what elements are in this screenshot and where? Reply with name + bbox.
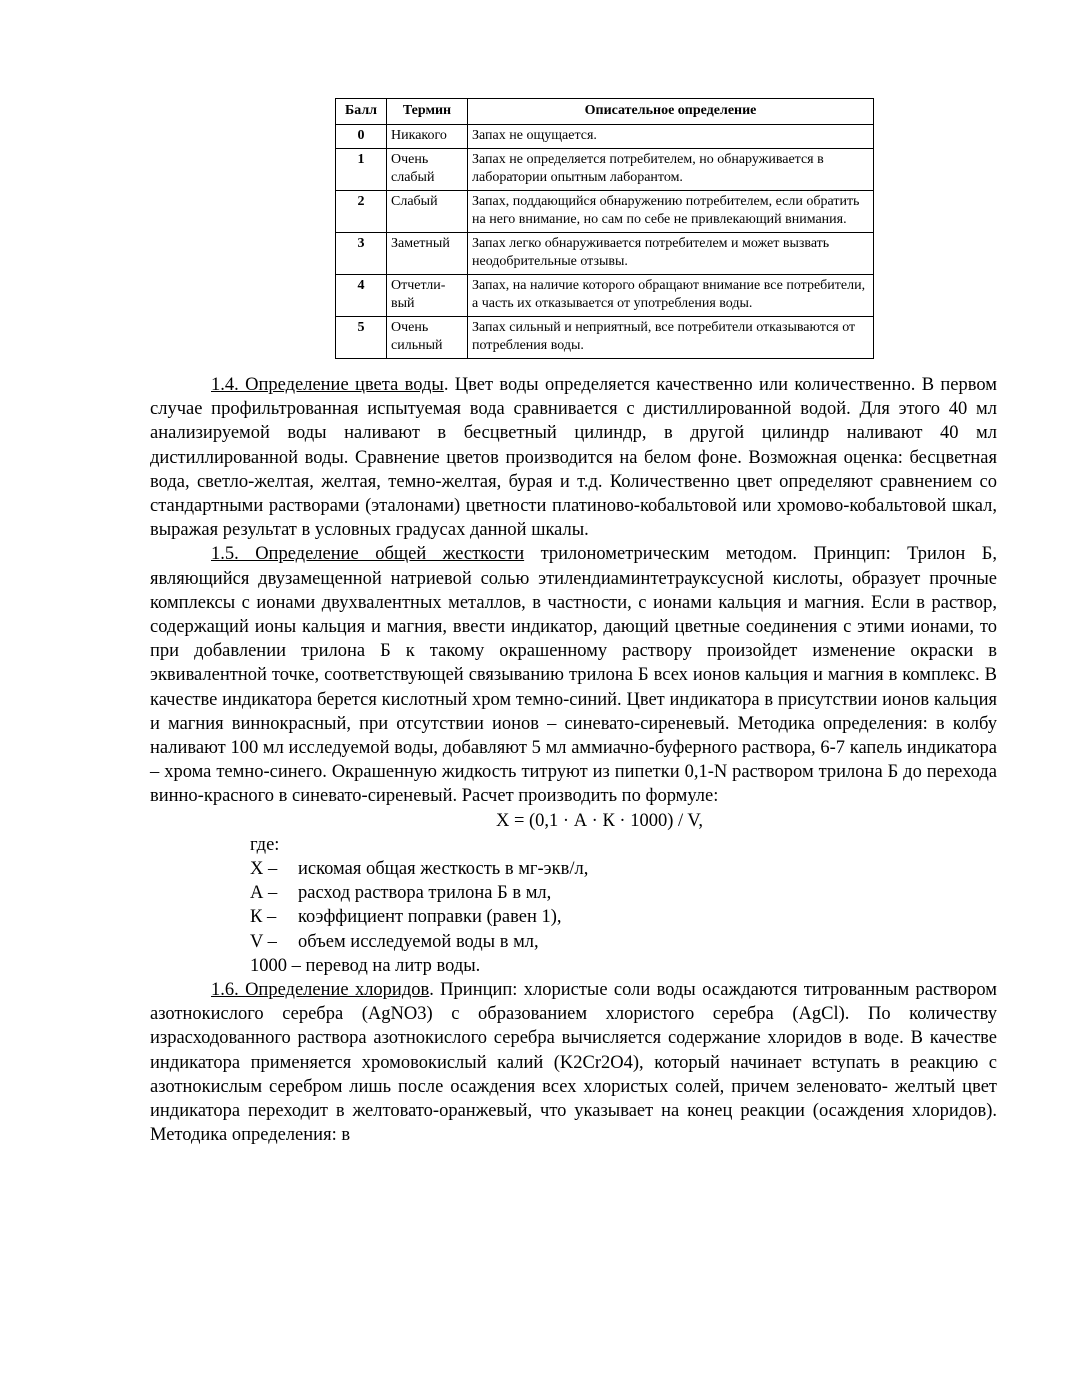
formula-legend <box>150 857 997 978</box>
section-1-4-paragraph <box>150 373 997 542</box>
table-row <box>336 191 874 233</box>
legend-symbol: X – <box>250 859 278 880</box>
legend-item <box>250 881 997 905</box>
term-cell: Никакого <box>387 125 468 149</box>
document-page <box>150 98 997 1148</box>
legend-item <box>250 857 997 881</box>
section-1-4-text: . Цвет воды определяется качественно или количественно. В первом случае профильтрованная испытуемая вода сравнивается с дистиллированной водой. Для этого 40 мл анализируемой воды наливают в бесцветный цилиндр, в другой цилиндр наливают 40 мл дистиллированной воды. Сравнение цветов производится на белом фоне. Возможная оценка: бесцветная вода, светло-желтая, желтая, темно-желтая, бурая и т.д. Количественно цвет определяют сравнением со стандартными растворами (эталонами) цветности платиново-кобальтовой или хромово-кобальтовой шкал, выражая результат в условных градусах данной шкалы. <box>150 375 997 541</box>
term-cell: Очень слабый <box>387 149 468 191</box>
table-header-row <box>336 99 874 125</box>
table-row <box>336 275 874 317</box>
section-1-4-heading: 1.4. Определение цвета воды <box>211 375 444 395</box>
section-1-6-heading: 1.6. Определение хлоридов <box>211 980 430 1001</box>
legend-description: 1000 – перевод на литр воды. <box>250 955 481 976</box>
legend-description: объем исследуемой воды в мл, <box>298 931 539 952</box>
header-definition: Описательное определение <box>468 99 874 125</box>
table-row <box>336 233 874 275</box>
legend-symbol: V – <box>250 931 277 952</box>
body-text <box>150 373 997 1148</box>
legend-description: искомая общая жесткость в мг-экв/л, <box>298 859 589 880</box>
score-cell: 2 <box>336 191 387 233</box>
definition-cell: Запах, на наличие которого обращают внимание все потребители, а часть их отказывается от употребления воды. <box>468 275 874 317</box>
definition-cell: Запах не определяется потребителем, но обнаруживается в лаборатории опытным лаборантом. <box>468 149 874 191</box>
section-1-6-paragraph <box>150 978 997 1147</box>
definition-cell: Запах, поддающийся обнаружению потребителем, если обратить на него внимание, но сам по себе не привлекающий внимания. <box>468 191 874 233</box>
legend-symbol: А – <box>250 883 278 904</box>
table-row <box>336 125 874 149</box>
header-term: Термин <box>387 99 468 125</box>
section-1-6-text: . Принцип: хлористые соли воды осаждаются титрованным раствором азотнокислого серебра (AgNO3) с образованием хлористого серебра (AgCl). По количеству израсходованного раствора азотнокислого серебра вычисляется содержание хлоридов в воде. В качестве индикатора применяется хромовокислый калий (K2Cr2O4), который начинает вступать в реакцию с азотнокислым серебром лишь после осаждения всех хлористых солей, причем зеленовато- желтый цвет индикатора переходит в желтовато-оранжевый, что указывает на конец реакции (осаждения хлоридов). Методика определения: в <box>150 980 997 1146</box>
score-cell: 5 <box>336 317 387 359</box>
score-cell: 3 <box>336 233 387 275</box>
score-cell: 4 <box>336 275 387 317</box>
formula-where-label: где: <box>250 834 280 855</box>
term-cell: Слабый <box>387 191 468 233</box>
legend-description: коэффициент поправки (равен 1), <box>298 907 562 928</box>
section-1-5-text: трилонометрическим методом. Принцип: Трилон Б, являющийся двузамещенной натриевой солью этилендиаминтетрауксусной кислоты, образует прочные комплексы с ионами двухвалентных металлов, в частности, с ионами кальция и магния. Если в раствор, содержащий ионы кальция и магния, ввести индикатор, дающий цветные соединения с этими ионами, то при добавлении трилона Б к такому окрашенному раствору произойдет изменение окраски в эквивалентной точке, соответствующей связыванию трилона Б всех ионов кальция и магния в комплекс. В качестве индикатора берется кислотный хром темно-синий. Цвет индикатора в присутствии ионов кальция и магния виннокрасный, при отсутствии ионов – синевато-сиреневый. Методика определения: в колбу наливают 100 мл исследуемой воды, добавляют 5 мл аммиачно-буферного раствора, 6-7 капель индикатора – хрома темно-синего. Окрашенную жидкость титруют из пипетки 0,1-N раствором трилона Б до перехода винно-красного в синевато-сиреневый. Расчет производить по формуле: <box>150 544 997 807</box>
definition-cell: Запах не ощущается. <box>468 125 874 149</box>
header-score: Балл <box>336 99 387 125</box>
legend-item <box>250 905 997 929</box>
table-row <box>336 149 874 191</box>
odor-intensity-table <box>335 98 874 359</box>
legend-description: расход раствора трилона Б в мл, <box>298 883 552 904</box>
term-cell: Отчетли-вый <box>387 275 468 317</box>
legend-symbol: К – <box>250 907 277 928</box>
section-1-5-heading: 1.5. Определение общей жесткости <box>211 544 525 565</box>
table-row <box>336 317 874 359</box>
score-cell: 1 <box>336 149 387 191</box>
term-cell: Очень сильный <box>387 317 468 359</box>
term-cell: Заметный <box>387 233 468 275</box>
legend-item <box>250 954 997 978</box>
section-1-5-paragraph <box>150 542 997 808</box>
hardness-formula: X = (0,1 · А · К · 1000) / V, <box>495 810 704 831</box>
definition-cell: Запах сильный и неприятный, все потребители отказываются от потребления воды. <box>468 317 874 359</box>
legend-item <box>250 930 997 954</box>
definition-cell: Запах легко обнаруживается потребителем и может вызвать неодобрительные отзывы. <box>468 233 874 275</box>
score-cell: 0 <box>336 125 387 149</box>
